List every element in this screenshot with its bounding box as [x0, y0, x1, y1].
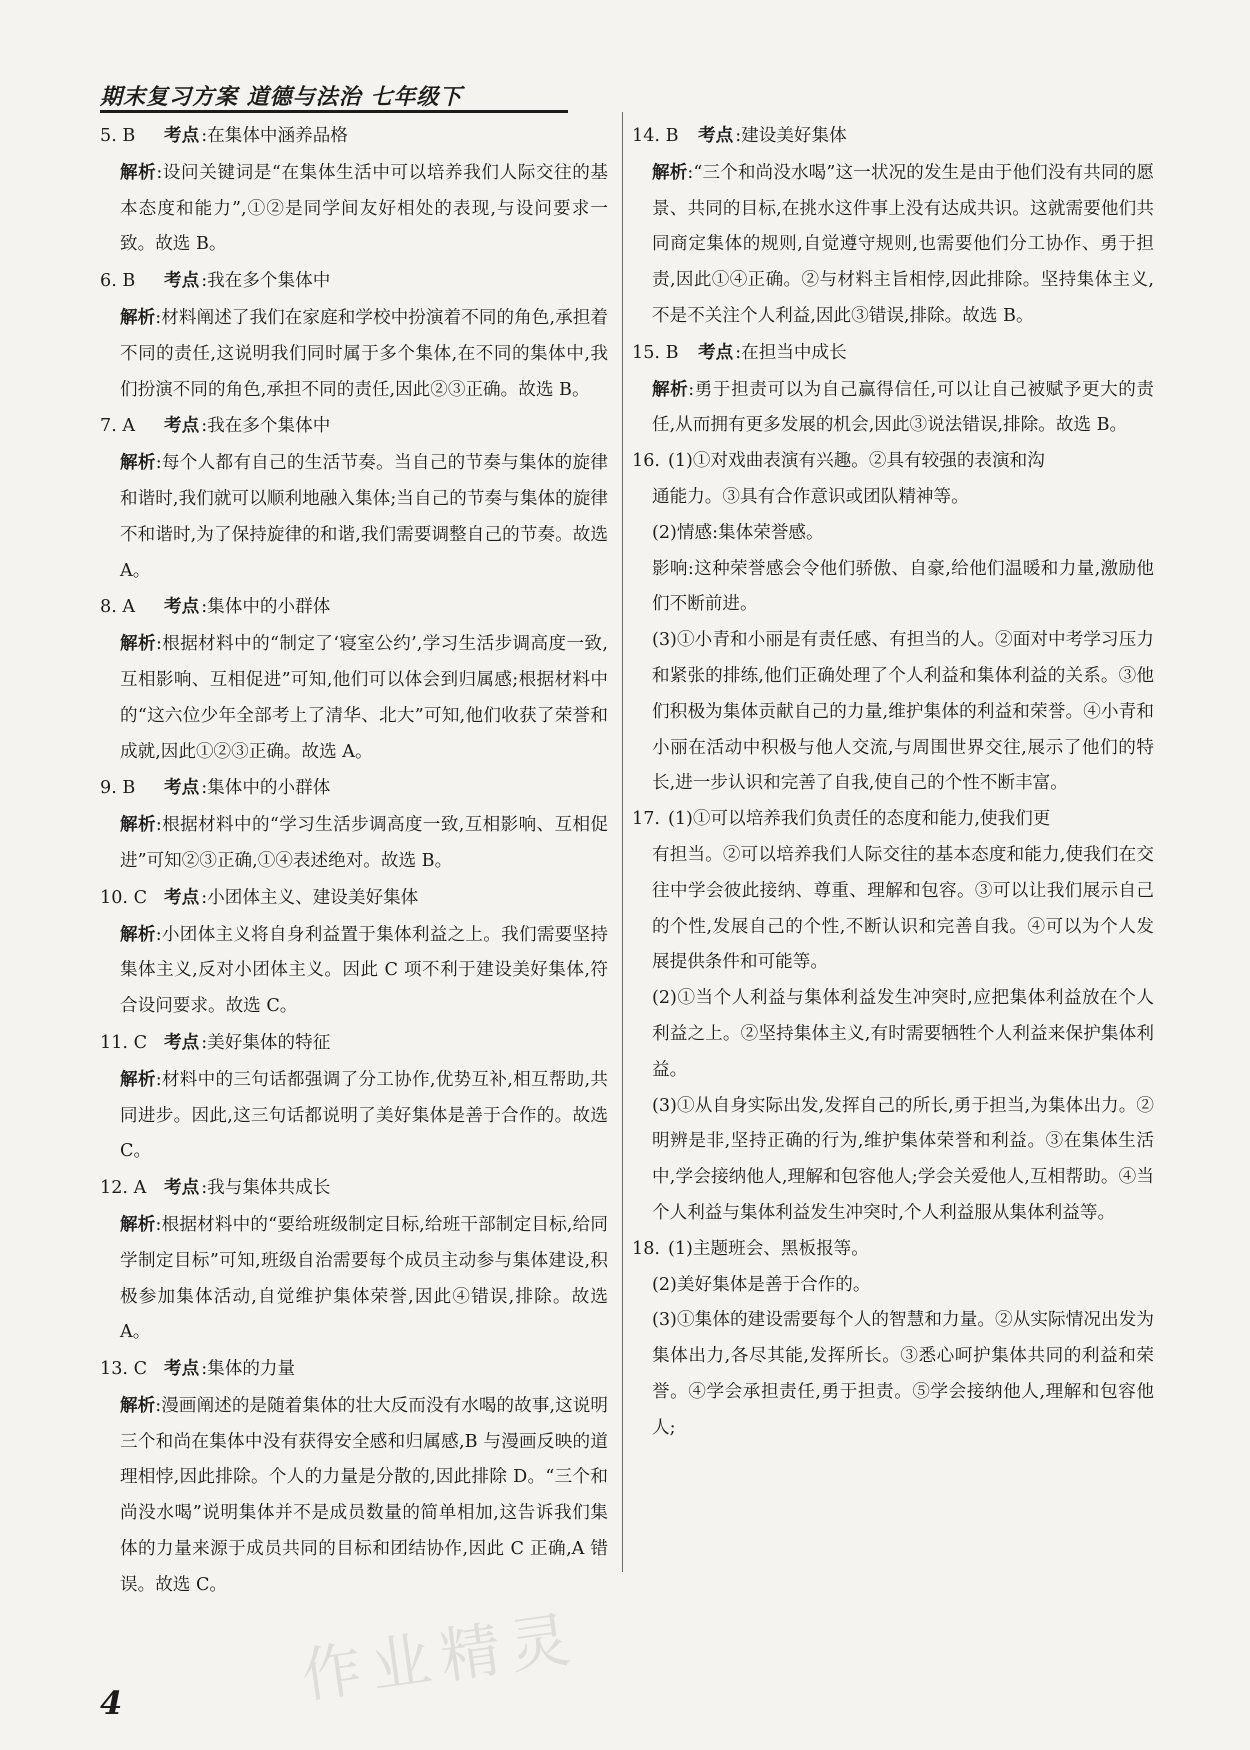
answer-item: 5. B 考点 :在集体中涵养品格 解析:设问关键词是“在集体生活中可以培养我们人际交往的基本态度和能力”,①②是同学间友好相处的表现,与设问要求一致。故选 B。 [100, 118, 608, 263]
jiexi-text: 每个人都有自己的生活节奏。当自己的节奏与集体的旋律和谐时,我们就可以顺利地融入集体;当自己的节奏与集体的旋律不和谐时,为了保持旋律的和谐,我们需要调整自己的节奏。故选 A。 [120, 453, 608, 581]
jiexi-text: 设问关键词是“在集体生活中可以培养我们人际交往的基本态度和能力”,①②是同学间友好相处的表现,与设问要求一致。故选 B。 [120, 162, 608, 255]
answer-item: 13. C 考点 :集体的力量 解析:漫画阐述的是随着集体的壮大反而没有水喝的故事,这说明三个和尚在集体中没有获得安全感和归属感,B 与漫画反映的道理相悖,因此排除。个人的力量是分散的,因此排除 D。“三个和尚没水喝”说明集体并不是成员数量的简单相加,这告诉我们集体的力量来源于成员共同的目标和团结协作,因此 C 正确,A 错误。故选 C。 [100, 1351, 608, 1604]
jiexi-text: “三个和尚没水喝”这一状况的发生是由于他们没有共同的愿景、共同的目标,在挑水这件事上没有达成共识。这就需要他们共同商定集体的规则,自觉遵守规则,也需要他们分工协作、勇于担责,因此①④正确。②与材料主旨相悖,因此排除。坚持集体主义,不是不关注个人利益,因此③错误,排除。故选 B。 [652, 162, 1154, 326]
kaodian-label: 考点 [164, 270, 200, 292]
answer-item-16 [632, 444, 1154, 802]
kaodian-topic: 我在多个集体中 [207, 271, 331, 292]
left-column [100, 118, 608, 1604]
answer-text: (3)①从自身实际出发,发挥自己的所长,勇于担当,为集体出力。②明辨是非,坚持正确的行为,维护集体荣誉和利益。③在集体生活中,学会接纳他人,理解和包容他人;学会关爱他人,互相帮助。④当个人利益与集体利益发生冲突时,个人利益服从集体利益等。 [652, 1095, 1154, 1223]
kaodian-topic: 在担当中成长 [741, 342, 847, 363]
kaodian-label: 考点 [164, 1177, 200, 1199]
kaodian-label: 考点 [698, 125, 734, 146]
kaodian-topic: 我在多个集体中 [207, 416, 331, 437]
kaodian-topic: 美好集体的特征 [207, 1032, 331, 1053]
jiexi-label: 解析 [120, 1213, 156, 1235]
jiexi-text: 勇于担责可以为自己赢得信任,可以让自己被赋予更大的责任,从而拥有更多发展的机会,因此③说法错误,排除。故选 B。 [652, 379, 1154, 436]
answer-number: 9. B [100, 778, 136, 799]
kaodian-label: 考点 [698, 341, 734, 363]
answer-number: 5. B [100, 126, 136, 146]
jiexi-text: 漫画阐述的是随着集体的壮大反而没有水喝的故事,这说明三个和尚在集体中没有获得安全感和归属感,B 与漫画反映的道理相悖,因此排除。个人的力量是分散的,因此排除 D。“三个和尚没水喝”说明集体并不是成员数量的简单相加,这告诉我们集体的力量来源于成员共同的目标和团结协作,因此 C 正确,A 错误。故选 C。 [120, 1395, 608, 1595]
answer-text: (3)①小青和小丽是有责任感、有担当的人。②面对中考学习压力和紧张的排练,他们正确处理了个人利益和集体利益的关系。③他们积极为集体贡献自己的力量,维护集体的利益和荣誉。④小青和小丽在活动中积极与他人交流,与周围世界交往,展示了他们的特长,进一步认识和完善了自我,使自己的个性不断丰富。 [652, 630, 1154, 794]
kaodian-topic: 小团体主义、建设美好集体 [207, 887, 419, 908]
kaodian-label: 考点 [164, 596, 200, 618]
answer-item: 11. C 考点 :美好集体的特征 解析:材料中的三句话都强调了分工协作,优势互补,相互帮助,共同进步。因此,这三句话都说明了美好集体是善于合作的。故选 C。 [100, 1025, 608, 1170]
answer-number: 12. A [100, 1178, 147, 1199]
answer-number: 18. [632, 1238, 660, 1259]
answer-text: (3)①集体的建设需要每个人的智慧和力量。②从实际情况出发为集体出力,各尽其能,发挥所长。③悉心呵护集体共同的利益和荣誉。④学会承担责任,勇于担责。⑤学会接纳他人,理解和包容他人; [652, 1310, 1154, 1438]
jiexi-text: 材料中的三句话都强调了分工协作,优势互补,相互帮助,共同进步。因此,这三句话都说明了美好集体是善于合作的。故选 C。 [120, 1069, 608, 1162]
column-divider [622, 112, 623, 1572]
answer-item: 12. A 考点 :我与集体共成长 解析:根据材料中的“要给班级制定目标,给班干部制定目标,给同学制定目标”可知,班级自治需要每个成员主动参与集体建设,积极参加集体活动,自觉维护集体荣誉,因此④错误,排除。故选 A。 [100, 1170, 608, 1351]
jiexi-text: 小团体主义将自身利益置于集体利益之上。我们需要坚持集体主义,反对小团体主义。因此 C 项不利于建设美好集体,符合设问要求。故选 C。 [120, 924, 608, 1017]
right-column [632, 118, 1154, 1446]
answer-item-18 [632, 1232, 1154, 1447]
jiexi-label: 解析 [120, 161, 157, 183]
answer-number: 10. C [100, 887, 148, 908]
answer-number: 8. A [100, 597, 136, 618]
kaodian-label: 考点 [164, 886, 200, 908]
answer-item: 8. A 考点 :集体中的小群体 解析:根据材料中的“制定了‘寝室公约’,学习生活步调高度一致,互相影响、互相促进”可知,他们可以体会到归属感;根据材料中的“这六位少年全部考上了清华、北大”可知,他们收获了荣誉和成就,因此①②③正确。故选 A。 [100, 589, 608, 770]
kaodian-topic: 在集体中涵养品格 [207, 126, 348, 146]
answer-text: (2)①当个人利益与集体利益发生冲突时,应把集体利益放在个人利益之上。②坚持集体主义,有时需要牺牲个人利益来保护集体利益。 [652, 988, 1154, 1080]
jiexi-text: 材料阐述了我们在家庭和学校中扮演着不同的角色,承担着不同的责任,这说明我们同时属于多个集体,在不同的集体中,我们扮演不同的角色,承担不同的责任,因此②③正确。故选 B。 [120, 307, 608, 400]
kaodian-label: 考点 [164, 1358, 200, 1380]
answer-item-17 [632, 802, 1154, 1232]
page-number: 4 [100, 1684, 123, 1722]
answer-text: (2)美好集体是善于合作的。 [652, 1274, 871, 1295]
answer-text: 影响:这种荣誉感会令他们骄傲、自豪,给他们温暖和力量,激励他们不断前进。 [652, 558, 1154, 615]
kaodian-topic: 集体中的小群体 [207, 597, 331, 618]
answer-item: 14. B 考点 :建设美好集体 解析:“三个和尚没水喝”这一状况的发生是由于他们没有共同的愿景、共同的目标,在挑水这件事上没有达成共识。这就需要他们共同商定集体的规则,自觉遵守规则,也需要他们分工协作、勇于担责,因此①④正确。②与材料主旨相悖,因此排除。坚持集体主义,不是不关注个人利益,因此③错误,排除。故选 B。 [632, 118, 1154, 335]
book-header-title: 期末复习方案 道德与法治 七年级下 [100, 84, 463, 110]
kaodian-label: 考点 [164, 777, 200, 799]
kaodian-topic: 集体中的小群体 [207, 778, 331, 799]
answer-number: 11. C [100, 1032, 148, 1053]
answer-item: 7. A 考点 :我在多个集体中 解析:每个人都有自己的生活节奏。当自己的节奏与集体的旋律和谐时,我们就可以顺利地融入集体;当自己的节奏与集体的旋律不和谐时,为了保持旋律的和谐,我们需要调整自己的节奏。故选 A。 [100, 408, 608, 589]
jiexi-text: 根据材料中的“制定了‘寝室公约’,学习生活步调高度一致,互相影响、互相促进”可知,他们可以体会到归属感;根据材料中的“这六位少年全部考上了清华、北大”可知,他们收获了荣誉和成就,因此①②③正确。故选 A。 [120, 634, 608, 762]
answer-text: 有担当。②可以培养我们人际交往的基本态度和能力,使我们在交往中学会彼此接纳、尊重、理解和包容。③可以让我们展示自己的个性,发展自己的个性,不断认识和完善自我。④可以为个人发展提供条件和可能等。 [652, 844, 1154, 973]
answer-line: (1)①对戏曲表演有兴趣。②具有较强的表演和沟 [668, 451, 1045, 472]
answer-number: 7. A [100, 416, 136, 437]
kaodian-label: 考点 [164, 415, 200, 437]
answer-line: (1)主题班会、黑板报等。 [668, 1238, 869, 1259]
jiexi-label: 解析 [652, 378, 689, 400]
kaodian-topic: 我与集体共成长 [207, 1178, 331, 1199]
answer-number: 14. B [632, 126, 679, 146]
answer-number: 6. B [100, 271, 136, 292]
answer-text: (2)情感:集体荣誉感。 [652, 522, 824, 543]
answer-item: 10. C 考点 :小团体主义、建设美好集体 解析:小团体主义将自身利益置于集体利益之上。我们需要坚持集体主义,反对小团体主义。因此 C 项不利于建设美好集体,符合设问要求。故选 C。 [100, 880, 608, 1025]
kaodian-label: 考点 [164, 1031, 200, 1053]
left-answer-list [100, 118, 608, 1604]
answer-number: 13. C [100, 1359, 148, 1380]
answer-item: 9. B 考点 :集体中的小群体 解析:根据材料中的“学习生活步调高度一致,互相影响、互相促进”可知②③正确,①④表述绝对。故选 B。 [100, 770, 608, 879]
answer-item: 15. B 考点 :在担当中成长 解析:勇于担责可以为自己赢得信任,可以让自己被赋予更大的责任,从而拥有更多发展的机会,因此③说法错误,排除。故选 B。 [632, 335, 1154, 444]
watermark: 作业精灵 [297, 1603, 585, 1713]
right-answer-list [632, 118, 1154, 444]
answer-number: 16. [632, 451, 660, 472]
answer-line: (1)①可以培养我们负责任的态度和能力,使我们更 [668, 809, 1051, 830]
kaodian-label: 考点 [164, 125, 200, 146]
answer-item: 6. B 考点 :我在多个集体中 解析:材料阐述了我们在家庭和学校中扮演着不同的角色,承担着不同的责任,这说明我们同时属于多个集体,在不同的集体中,我们扮演不同的角色,承担不同的责任,因此②③正确。故选 B。 [100, 263, 608, 408]
jiexi-label: 解析 [120, 923, 156, 945]
jiexi-label: 解析 [120, 814, 156, 836]
kaodian-topic: 建设美好集体 [741, 126, 847, 146]
jiexi-text: 根据材料中的“学习生活步调高度一致,互相影响、互相促进”可知②③正确,①④表述绝对。故选 B。 [120, 815, 608, 871]
jiexi-label: 解析 [652, 161, 688, 183]
jiexi-label: 解析 [120, 1068, 156, 1090]
answer-number: 15. B [632, 342, 679, 363]
header-rule [100, 110, 568, 113]
jiexi-label: 解析 [120, 1394, 156, 1416]
jiexi-label: 解析 [120, 306, 156, 328]
jiexi-text: 根据材料中的“要给班级制定目标,给班干部制定目标,给同学制定目标”可知,班级自治需要每个成员主动参与集体建设,积极参加集体活动,自觉维护集体荣誉,因此④错误,排除。故选 A。 [120, 1214, 608, 1343]
answer-number: 17. [632, 809, 660, 830]
jiexi-label: 解析 [120, 633, 156, 655]
kaodian-topic: 集体的力量 [207, 1359, 296, 1380]
answer-text: 通能力。③具有合作意识或团队精神等。 [652, 486, 969, 507]
jiexi-label: 解析 [120, 452, 156, 474]
